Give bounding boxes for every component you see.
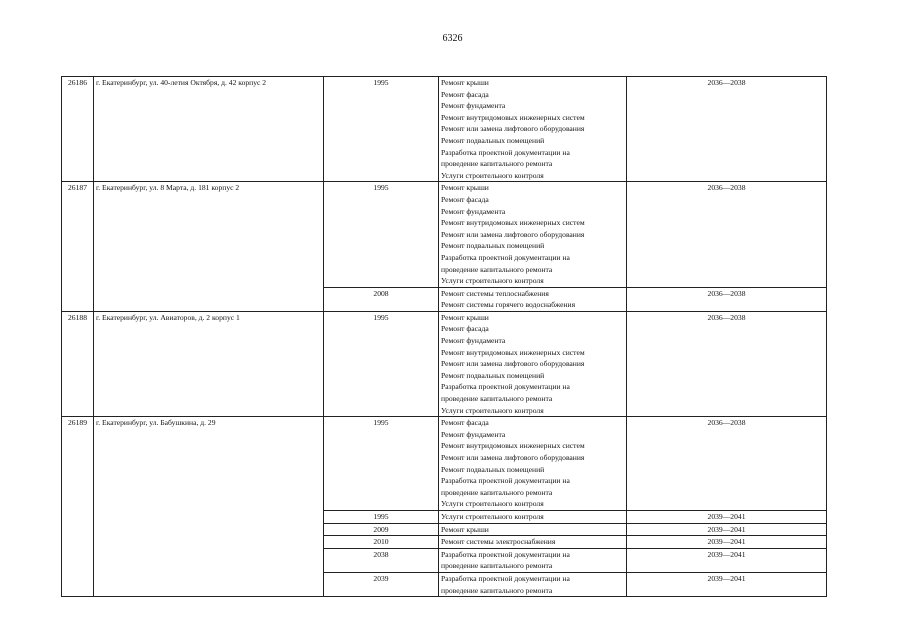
work-item: Ремонт или замена лифтового оборудования [441,124,585,134]
work-item: проведение капитального ремонта [441,264,553,274]
building-id: 26188 [62,311,94,416]
work-item: Разработка проектной документации на [441,573,570,583]
entry-works [439,572,627,596]
entry-works [439,548,627,572]
table-row [62,311,827,416]
work-item: проведение капитального ремонта [441,585,553,595]
entry-year: 2009 [324,523,439,536]
entry-year: 2010 [324,536,439,549]
work-item: Ремонт фундамента [441,429,506,439]
work-item: Ремонт подвальных помещений [441,135,545,145]
entry-period: 2036—2038 [627,417,827,511]
work-item: Ремонт фундамента [441,336,506,346]
work-item: Ремонт фундамента [441,101,506,111]
entry-period: 2039—2041 [627,536,827,549]
entry-period: 2036—2038 [627,311,827,416]
entry-period: 2036—2038 [627,182,827,287]
entry-works [439,510,627,523]
work-item: Услуги строительного контроля [441,170,544,180]
work-item: Ремонт системы горячего водоснабжения [441,300,576,310]
entry-works [439,287,627,311]
entry-year: 1995 [324,311,439,416]
work-item: Услуги строительного контроля [441,499,544,509]
building-id: 26189 [62,417,94,597]
work-item: Ремонт подвальных помещений [441,464,545,474]
work-item: Разработка проектной документации на [441,382,570,392]
work-item: Ремонт фасада [441,89,489,99]
building-address: г. Екатеринбург, ул. Бабушкина, д. 29 [94,417,324,597]
building-address: г. Екатеринбург, ул. 8 Марта, д. 181 корпус 2 [94,182,324,312]
table-row [62,417,827,511]
work-item: Ремонт крыши [441,312,489,322]
table-row [62,182,827,287]
entry-works [439,417,627,511]
entry-year: 1995 [324,77,439,182]
work-item: Услуги строительного контроля [441,276,544,286]
work-item: Ремонт внутридомовых инженерных систем [441,441,585,451]
entry-year: 2039 [324,572,439,596]
entry-works [439,311,627,416]
work-item: Ремонт внутридомовых инженерных систем [441,347,585,357]
work-item: Услуги строительного контроля [441,511,544,521]
entry-year: 1995 [324,417,439,511]
work-item: Ремонт или замена лифтового оборудования [441,453,585,462]
entry-works [439,536,627,549]
work-item: проведение капитального ремонта [441,159,553,169]
work-item: Ремонт подвальных помещений [441,241,545,251]
work-item: Разработка проектной документации на [441,476,570,486]
work-item: Ремонт системы теплоснабжения [441,288,549,298]
work-item: Ремонт системы электроснабжения [441,537,556,547]
entry-period: 2039—2041 [627,510,827,523]
work-item: Ремонт фасада [441,418,489,428]
entry-works [439,77,627,182]
entry-year: 1995 [324,510,439,523]
work-item: Ремонт или замена лифтового оборудования [441,359,585,369]
work-item: Ремонт фасада [441,194,489,204]
entry-period: 2039—2041 [627,572,827,596]
work-item: проведение капитального ремонта [441,487,553,497]
building-id: 26186 [62,77,94,182]
building-address: г. Екатеринбург, ул. Авиаторов, д. 2 корпус 1 [94,311,324,416]
entry-period: 2036—2038 [627,287,827,311]
work-item: Ремонт крыши [441,524,489,534]
entry-period: 2039—2041 [627,548,827,572]
work-item: Услуги строительного контроля [441,405,544,415]
work-item: Ремонт или замена лифтового оборудования [441,229,585,239]
work-item: Ремонт внутридомовых инженерных систем [441,218,585,228]
entry-year: 1995 [324,182,439,287]
entry-period: 2036—2038 [627,77,827,182]
work-item: Ремонт фасада [441,324,489,334]
building-address: г. Екатеринбург, ул. 40-летия Октября, д. 42 корпус 2 [94,77,324,182]
table-row [62,77,827,182]
building-id: 26187 [62,182,94,312]
work-item: Ремонт крыши [441,183,489,193]
work-item: проведение капитального ремонта [441,561,553,571]
entry-year: 2008 [324,287,439,311]
page-number: 6326 [442,33,463,44]
entry-year: 2038 [324,548,439,572]
work-item: Ремонт внутридомовых инженерных систем [441,112,585,122]
work-item: Ремонт фундамента [441,206,506,216]
table-body [62,77,827,597]
entry-period: 2039—2041 [627,523,827,536]
capital-repair-table [61,76,827,597]
entry-works [439,182,627,287]
work-item: Разработка проектной документации на [441,147,570,157]
work-item: проведение капитального ремонта [441,394,553,404]
entry-works [439,523,627,536]
work-item: Ремонт подвальных помещений [441,370,545,380]
work-item: Разработка проектной документации на [441,549,570,559]
work-item: Ремонт крыши [441,78,489,87]
work-item: Разработка проектной документации на [441,252,570,262]
